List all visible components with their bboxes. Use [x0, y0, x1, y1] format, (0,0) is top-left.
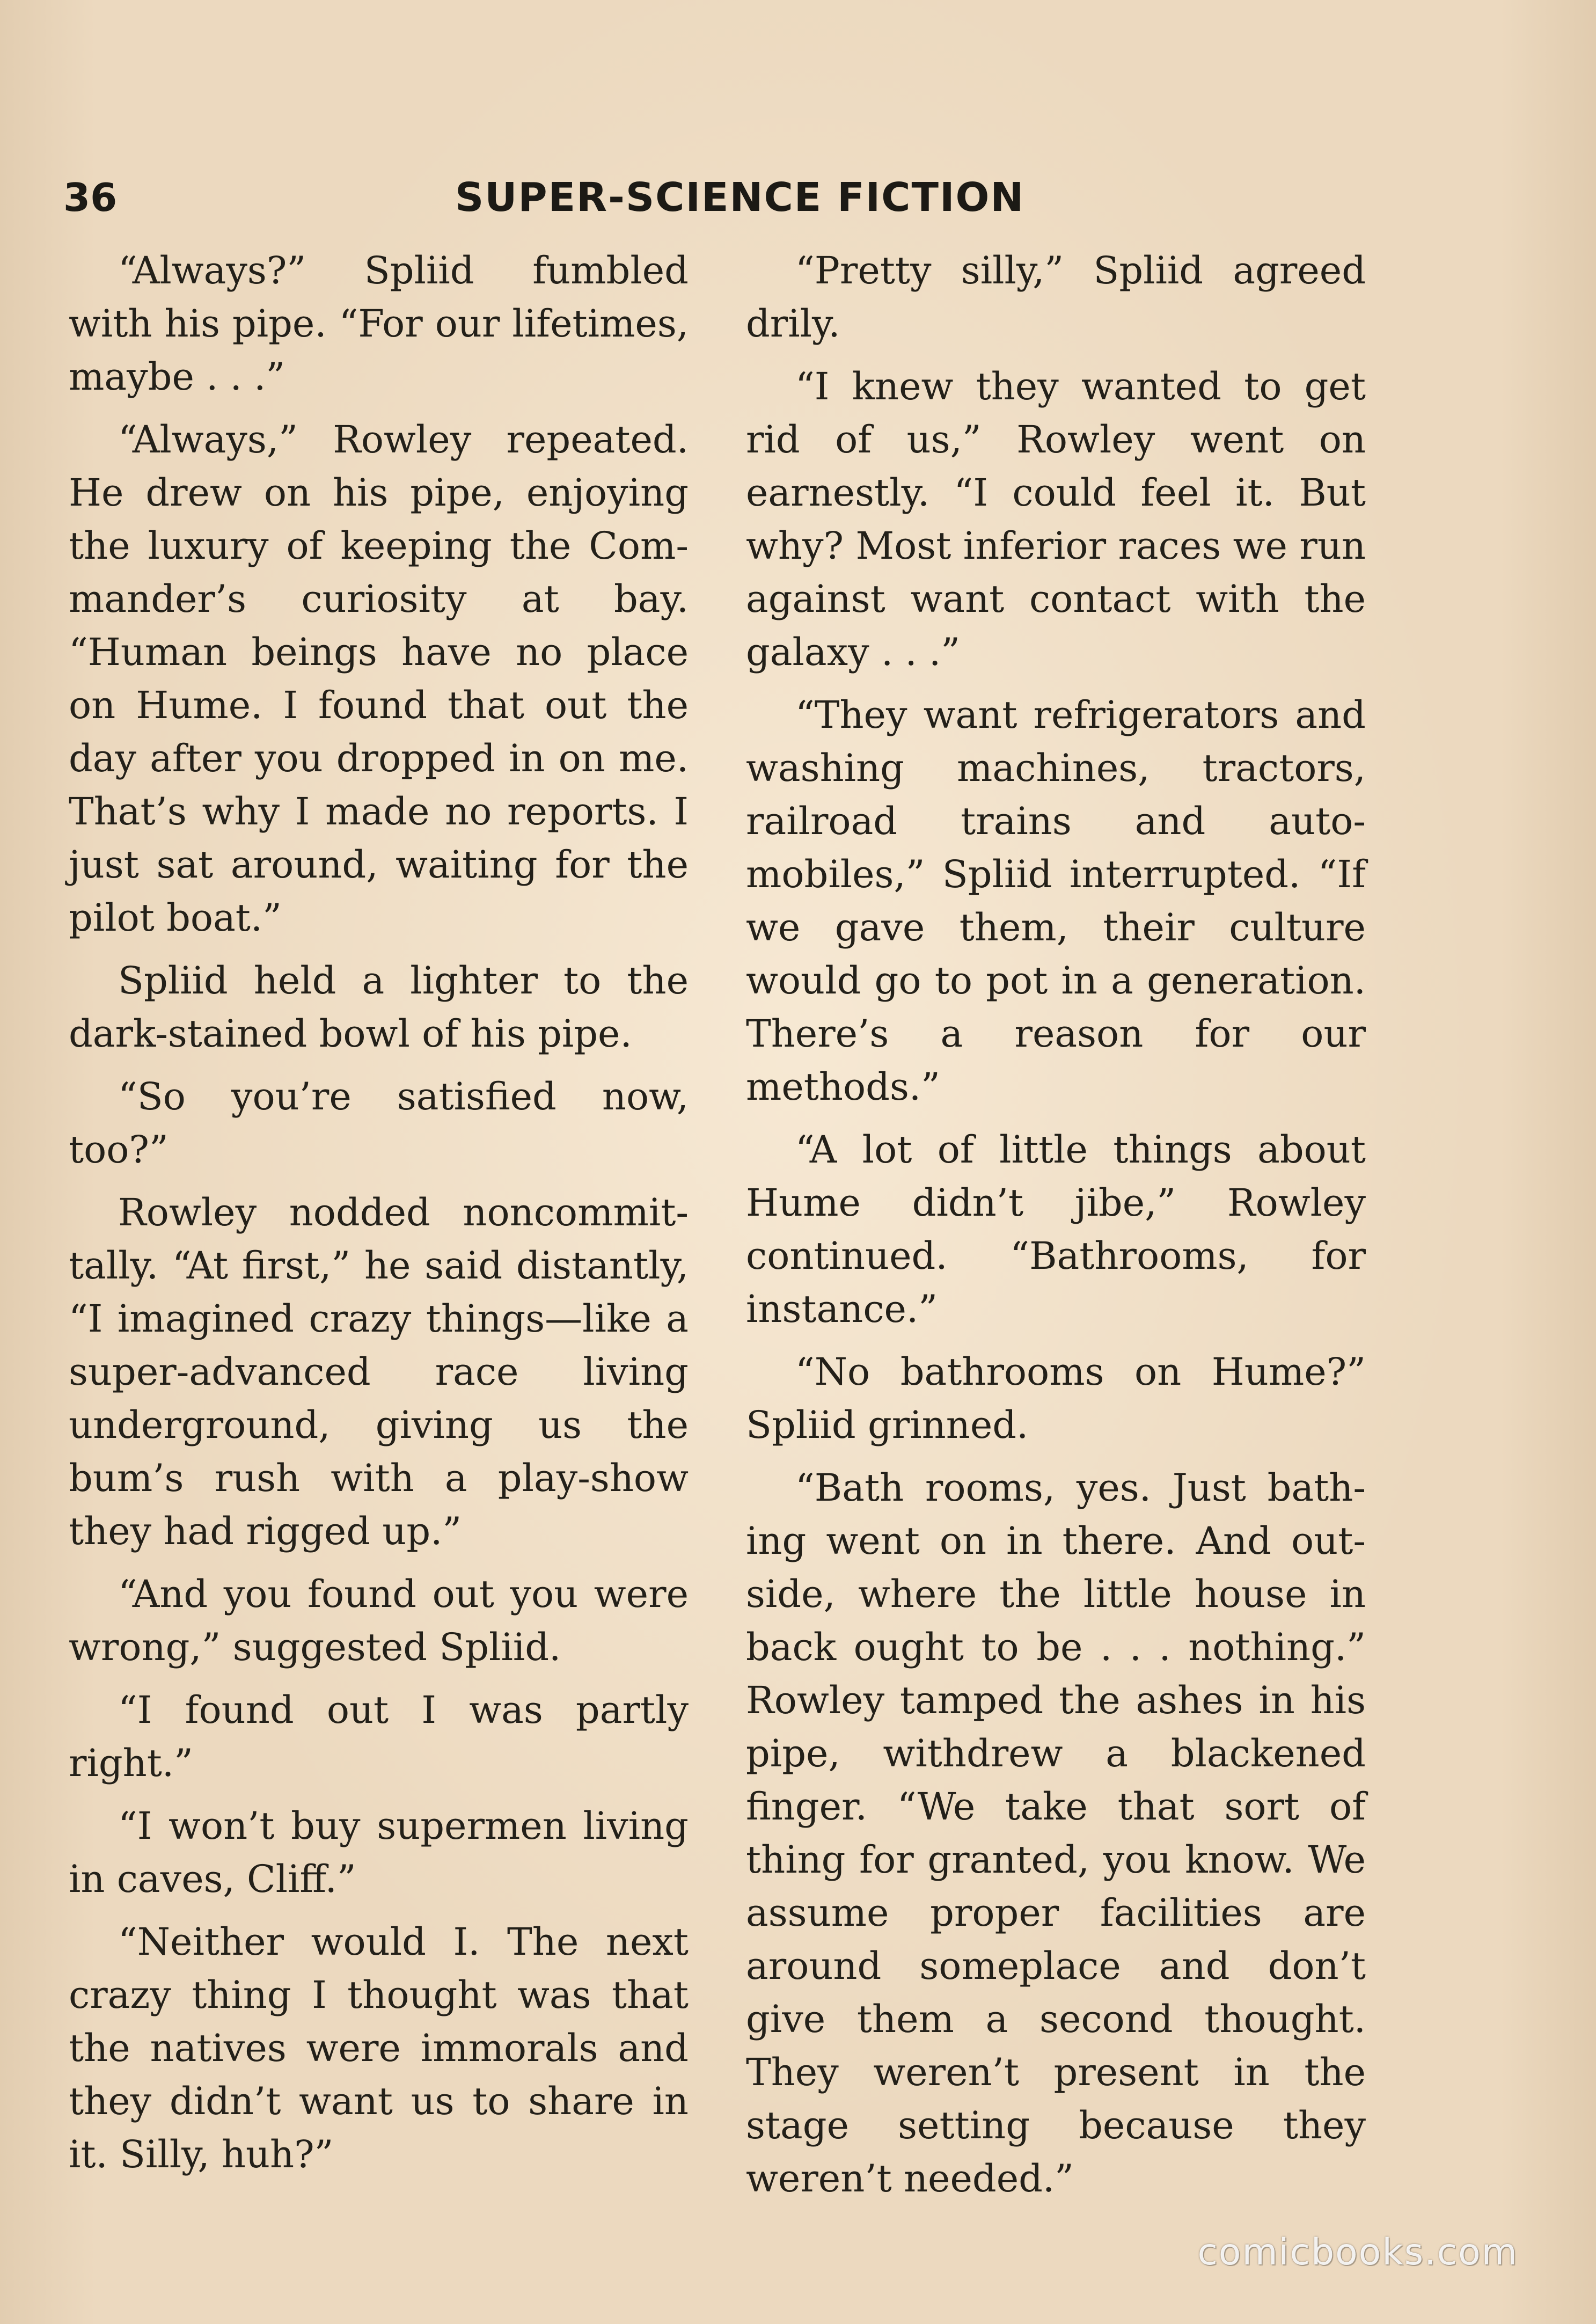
right-column: [746, 244, 1366, 2215]
paragraph: Spliid held a lighter to the dark-stained bowl of his pipe.: [69, 959, 689, 1056]
paragraph: “I found out I was partly right.”: [69, 1688, 689, 1785]
page-number: 36: [63, 175, 118, 220]
paragraph: “And you found out you were wrong,” suggested Spliid.: [69, 1572, 689, 1669]
paragraph: “Always?” Spliid fumbled with his pipe. “For our lifetimes, maybe . . .”: [69, 249, 689, 399]
paragraph: “So you’re satisfied now, too?”: [69, 1075, 689, 1172]
paragraph: “A lot of little things about Hume didn’t jibe,” Rowley continued. “Bathrooms, for instance.”: [746, 1128, 1366, 1331]
paragraph: “I won’t buy supermen living in caves, Cliff.”: [69, 1804, 689, 1901]
paragraph: “Always,” Rowley repeated. He drew on his pipe, enjoying the luxury of keeping the Commander’s curiosity at bay. “Human beings have no place on Hume. I found that out the day after you dropped in on me. That’s why I made no reports. I just sat around, waiting for the pilot boat.”: [69, 418, 689, 940]
watermark: comicbooks.com: [1197, 2231, 1518, 2274]
paragraph: “Pretty silly,” Spliid agreed drily.: [746, 249, 1366, 346]
left-column: [69, 244, 689, 2191]
paragraph: “Bath rooms, yes. Just bathing went on in there. And outside, where the little house in back ought to be . . . nothing.” Rowley tamped the ashes in his pipe, withdrew a blackened finger. “We take that sort of thing for granted, you know. We assume proper facilities are around someplace and don’t give them a second thought. They weren’t present in the stage setting because they weren’t needed.”: [746, 1466, 1366, 2201]
paragraph: Rowley nodded noncommittally. “At first,” he said distantly, “I imagined crazy things—like a super-advanced race living underground, giving us the bum’s rush with a play-show they had rigged up.”: [69, 1190, 689, 1553]
running-head: SUPER-SCIENCE FICTION: [455, 174, 1025, 221]
paragraph: “No bathrooms on Hume?” Spliid grinned.: [746, 1350, 1366, 1447]
paragraph: “They want refrigerators and washing machines, tractors, railroad trains and automobiles,” Spliid interrupted. “If we gave them, their culture would go to pot in a generation. There’s a reason for our methods.”: [746, 693, 1366, 1109]
paragraph: “Neither would I. The next crazy thing I thought was that the natives were immorals and they didn’t want us to share in it. Silly, huh?”: [69, 1920, 689, 2176]
paragraph: “I knew they wanted to get rid of us,” Rowley went on earnestly. “I could feel it. But why? Most inferior races we run against want contact with the galaxy . . .”: [746, 364, 1366, 674]
page-header: [63, 171, 1502, 224]
